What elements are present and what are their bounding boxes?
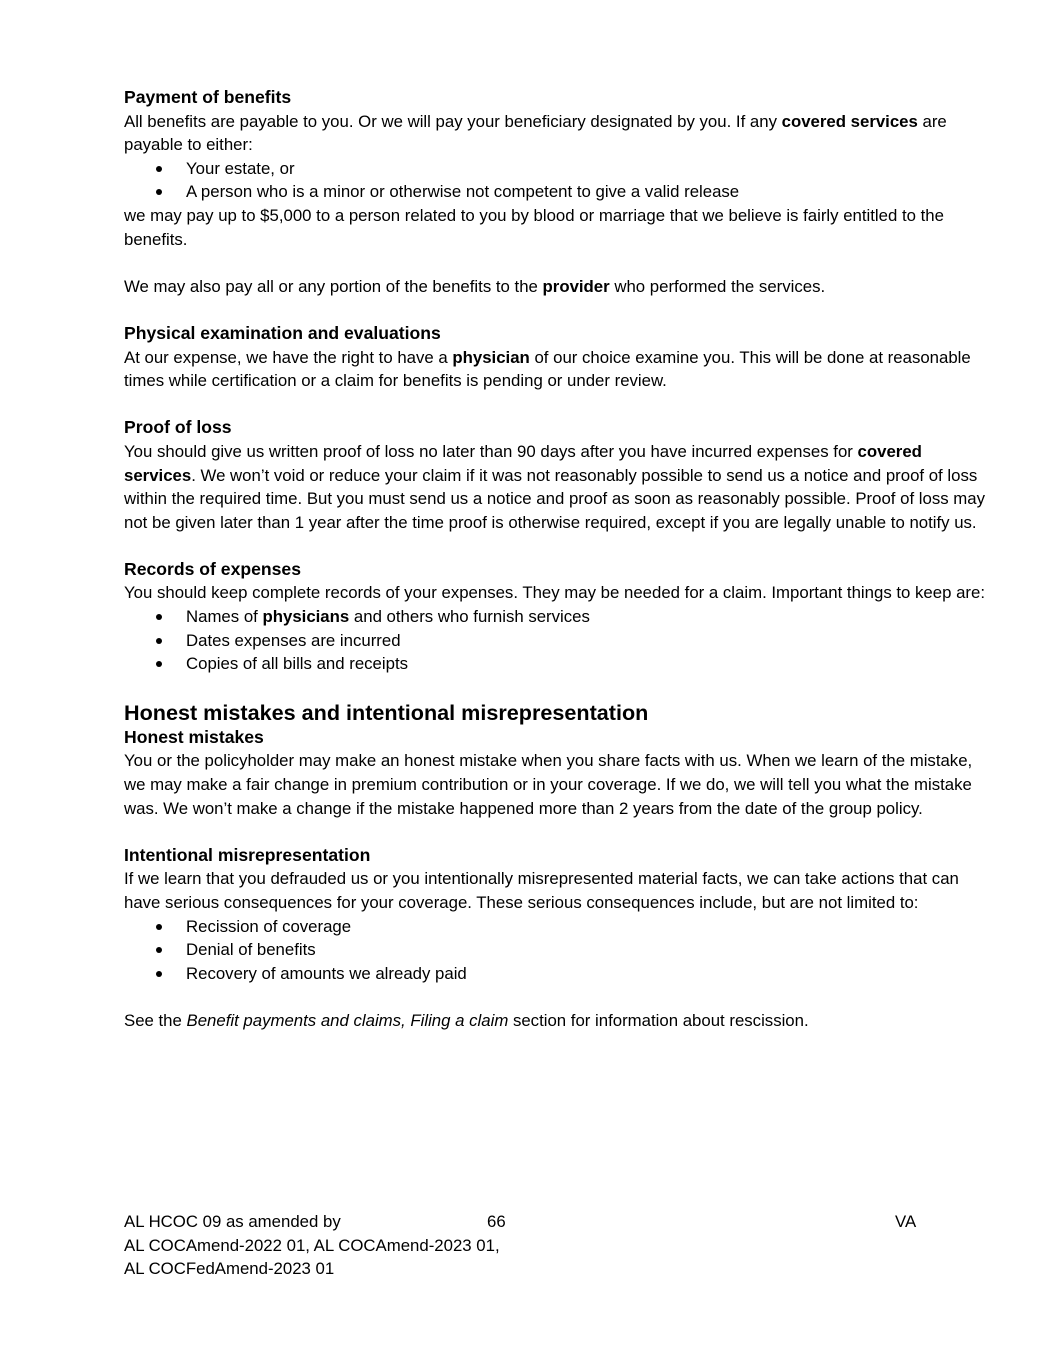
form-fed-amendment: AL COCFedAmend-2023 01 <box>124 1259 335 1279</box>
physical-heading: Physical examination and evaluations <box>124 322 441 343</box>
payment-heading: Payment of benefits <box>124 87 292 107</box>
list-item: Names of physicians and others who furnish services <box>124 605 994 629</box>
intentional-misrep-heading: Intentional misrepresentation <box>124 844 371 865</box>
honest-mistakes-heading: Honest mistakes <box>124 726 264 747</box>
document-body <box>124 86 994 1033</box>
records-heading: Records of expenses <box>124 558 301 579</box>
honest-mistakes-paragraph: You or the policyholder may make an honest mistake when you share facts with us. When we learn of the mistake, we may make a fair change in premium contribution or in your coverage. If we do, we will tell you what the mistake was. We won’t make a change if the mistake happened more than 2 years from the date of the group policy. <box>124 751 973 818</box>
page-number: 66 <box>487 1212 506 1231</box>
list-item: A person who is a minor or otherwise not competent to give a valid release <box>124 180 994 204</box>
state-code: VA <box>895 1212 917 1231</box>
list-item: Copies of all bills and receipts <box>124 652 994 676</box>
records-paragraph: You should keep complete records of your expenses. They may be needed for a claim. Important things to keep are: <box>124 583 986 603</box>
payment-paragraph: All benefits are payable to you. Or we will pay your beneficiary designated by you. If any covered services are payable to either: <box>124 111 947 155</box>
form-number: AL HCOC 09 as amended by <box>124 1212 341 1231</box>
records-bullet-list <box>124 605 994 676</box>
misrepresentation-title: Honest mistakes and intentional misrepresentation <box>124 699 649 725</box>
intentional-misrep-paragraph: If we learn that you defrauded us or you intentionally misrepresented material facts, we can take actions that can have serious consequences for your coverage. These serious consequences include, but are not limited to: <box>124 869 959 912</box>
payment-bullet-list <box>124 157 994 204</box>
form-amendments: AL COCAmend-2022 01, AL COCAmend-2023 01, <box>124 1235 500 1255</box>
physical-paragraph: At our expense, we have the right to have a physician of our choice examine you. This will be done at reasonable times while certification or a claim for benefits is pending or under review. <box>124 347 971 391</box>
page-footer <box>124 1210 924 1281</box>
proof-paragraph: You should give us written proof of loss no later than 90 days after you have incurred expenses for covered services. We won’t void or reduce your claim if it was not reasonably possible to send us a notice and proof of loss within the required time. But you must send us a notice and proof as soon as reasonably possible. Proof of loss may not be given later than 1 year after the time proof is otherwise required, except if you are legally unable to notify us. <box>124 441 985 532</box>
list-item: Your estate, or <box>124 157 994 181</box>
consequences-bullet-list <box>124 915 994 986</box>
list-item: Recovery of amounts we already paid <box>124 962 994 986</box>
list-item: Denial of benefits <box>124 938 994 962</box>
list-item: Dates expenses are incurred <box>124 629 994 653</box>
list-item: Recission of coverage <box>124 915 994 939</box>
proof-heading: Proof of loss <box>124 417 232 438</box>
payment-paragraph-3: We may also pay all or any portion of the benefits to the provider who performed the services. <box>124 276 826 296</box>
see-also-paragraph: See the Benefit payments and claims, Filing a claim section for information about rescission. <box>124 1010 809 1030</box>
payment-paragraph-2: we may pay up to $5,000 to a person related to you by blood or marriage that we believe is fairly entitled to the benefits. <box>124 205 944 249</box>
